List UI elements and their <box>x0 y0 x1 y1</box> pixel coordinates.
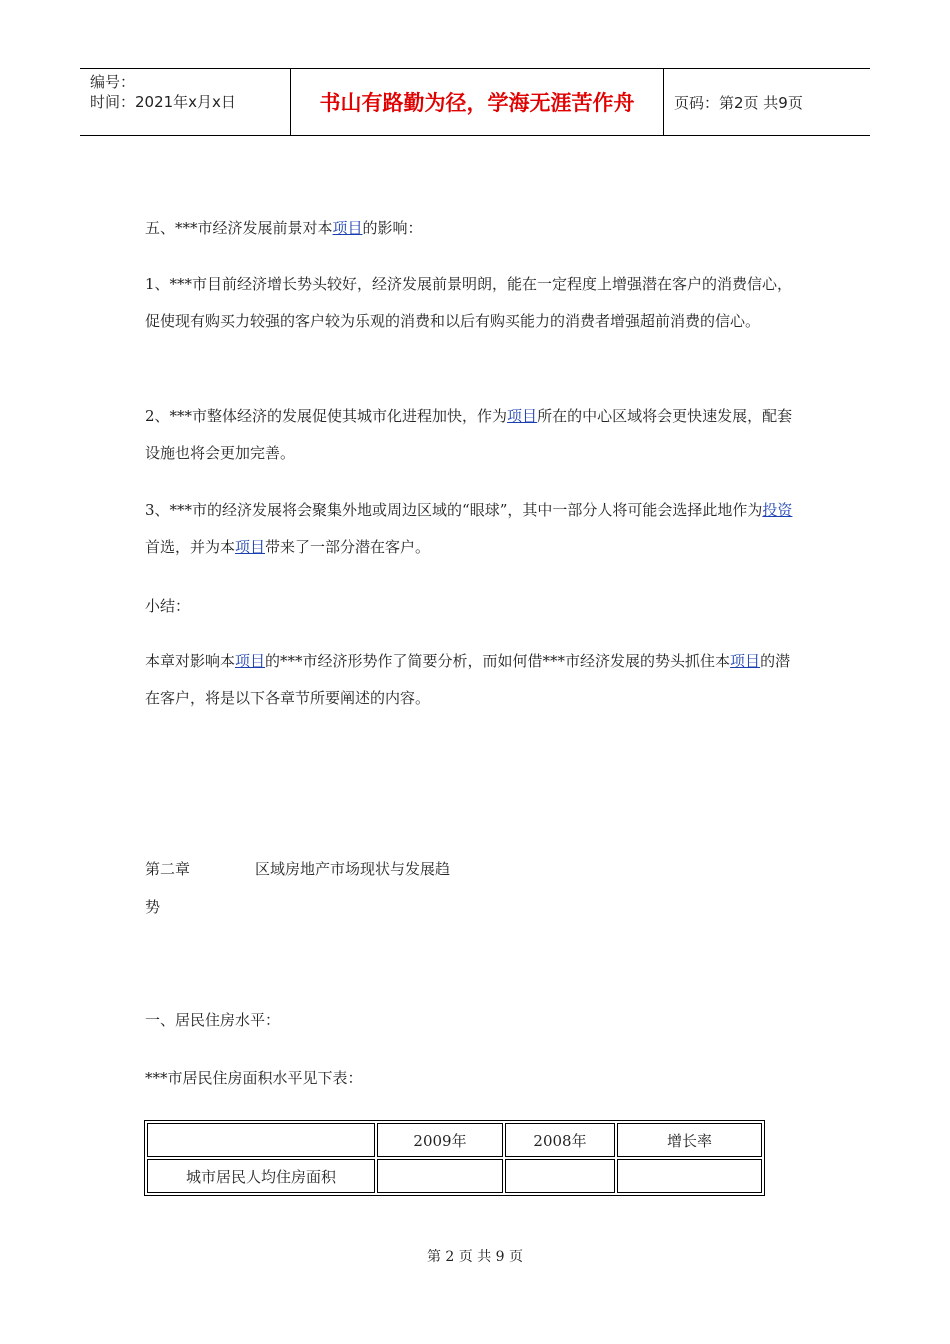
number-label: 编号： <box>90 73 136 91</box>
paragraph-3-text-end: 带来了一部分潜在客户。 <box>265 538 431 556</box>
chapter-title: 区域房地产市场现状与发展趋 <box>255 860 451 878</box>
summary-text-end: 的潜在客户，将是以下各章节所要阐述的内容。 <box>145 652 791 707</box>
table-header-cell: 2009年 <box>377 1123 503 1157</box>
section5-title-text-end: 的影响： <box>362 219 423 237</box>
table-cell <box>505 1159 615 1193</box>
investment-link[interactable]: 投资 <box>762 501 793 519</box>
table-cell <box>617 1159 762 1193</box>
table-cell <box>377 1159 503 1193</box>
page-footer: 第 2 页 共 9 页 <box>426 1249 524 1265</box>
project-link[interactable]: 项目 <box>235 538 266 556</box>
chapter-label: 第二章 <box>145 860 191 878</box>
section5-title <box>145 210 805 247</box>
time-label: 时间：2021年x月x日 <box>90 93 236 111</box>
paragraph-3 <box>145 492 805 566</box>
table-cell: 城市居民人均住房面积 <box>147 1159 375 1193</box>
table-header-cell: 增长率 <box>617 1123 762 1157</box>
summary-paragraph <box>145 643 805 717</box>
table-row <box>147 1159 762 1193</box>
table-intro: ***市居民住房面积水平见下表： <box>145 1069 363 1087</box>
chapter-title-continued: 势 <box>145 898 161 916</box>
summary-title: 小结： <box>145 597 191 615</box>
section1-title: 一、居民住房水平： <box>145 1011 281 1029</box>
paragraph-1: 1、***市目前经济增长势头较好，经济发展前景明朗，能在一定程度上增强潜在客户的消费信心，促使现有购买力较强的客户较为乐观的消费和以后有购买能力的消费者增强超前消费的信心。 <box>145 275 793 330</box>
header-motto: 书山有路勤为径，学海无涯苦作舟 <box>291 69 664 136</box>
chapter-heading <box>145 851 805 888</box>
summary-text-mid: 的***市经济形势作了简要分析，而如何借***市经济发展的势头抓住本 <box>265 652 731 670</box>
table-header-row <box>147 1123 762 1157</box>
project-link[interactable]: 项目 <box>730 652 761 670</box>
paragraph-3-text-mid: 首选，并为本 <box>145 538 236 556</box>
table-header-cell: 2008年 <box>505 1123 615 1157</box>
project-link[interactable]: 项目 <box>332 219 363 237</box>
paragraph-2-text: 2、***市整体经济的发展促使其城市化进程加快，作为 <box>145 407 508 425</box>
header-page-info: 页码：第2页 共9页 <box>664 69 871 136</box>
section5-title-text: 五、***市经济发展前景对本 <box>145 219 333 237</box>
paragraph-2-text-end: 所在的中心区域将会更快速发展，配套设施也将会更加完善。 <box>145 407 793 462</box>
project-link[interactable]: 项目 <box>507 407 538 425</box>
project-link[interactable]: 项目 <box>235 652 266 670</box>
document-header <box>80 68 870 136</box>
paragraph-3-text: 3、***市的经济发展将会聚集外地或周边区域的“眼球”，其中一部分人将可能会选择此地作为 <box>145 501 763 519</box>
paragraph-2 <box>145 398 805 472</box>
header-meta <box>80 69 291 136</box>
table-header-cell <box>147 1123 375 1157</box>
summary-text: 本章对影响本 <box>145 652 236 670</box>
housing-area-table <box>144 1120 765 1196</box>
